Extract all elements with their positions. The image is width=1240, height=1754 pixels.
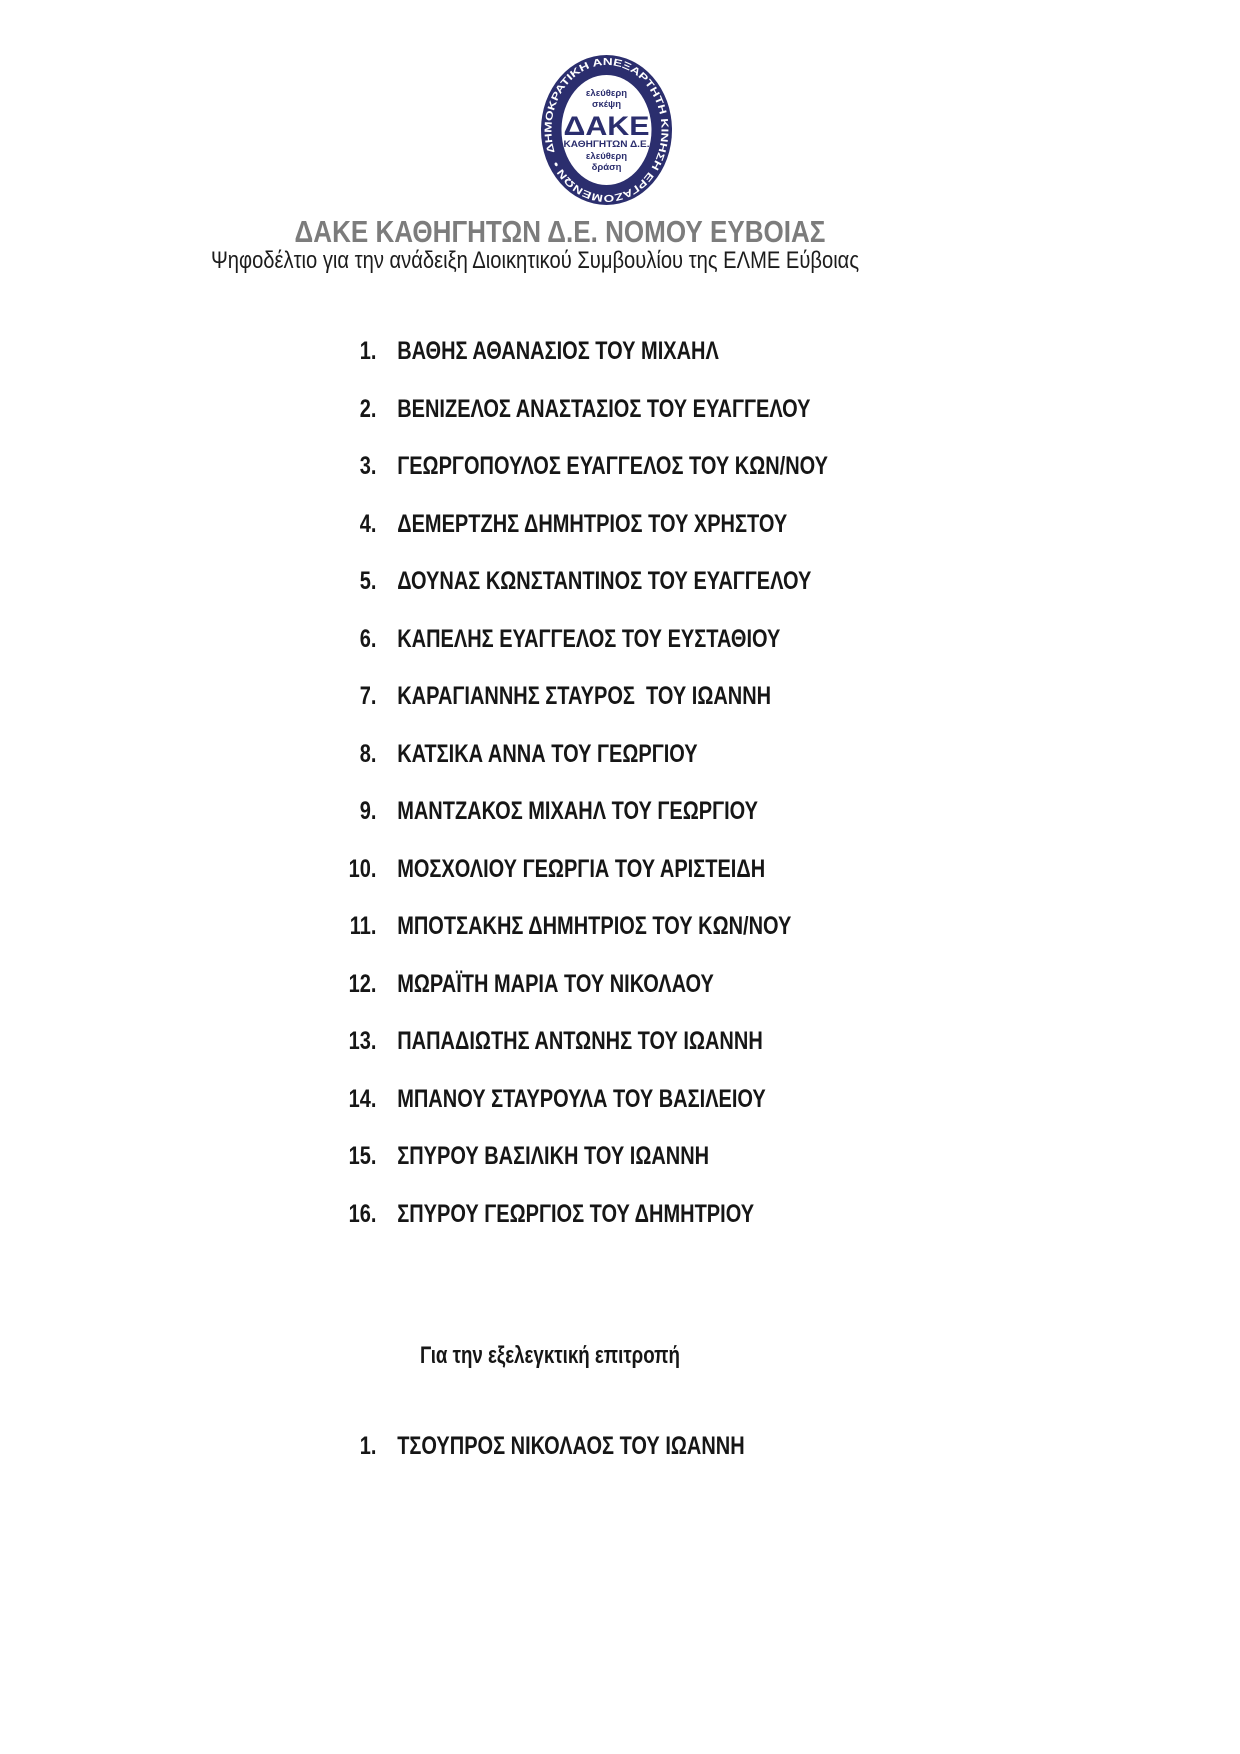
candidate-name: ΜΟΣΧΟΛΙΟΥ ΓΕΩΡΓΙΑ ΤΟΥ ΑΡΙΣΤΕΙΔΗ	[397, 854, 766, 883]
candidate-row	[330, 1071, 842, 1129]
candidate-row	[330, 553, 842, 611]
candidate-row	[330, 898, 842, 956]
candidate-row	[330, 1128, 842, 1186]
candidate-name: ΒΑΘΗΣ ΑΘΑΝΑΣΙΟΣ ΤΟΥ ΜΙΧΑΗΛ	[397, 337, 719, 366]
candidate-name: ΚΑΠΕΛΗΣ ΕΥΑΓΓΕΛΟΣ ΤΟΥ ΕΥΣΤΑΘΙΟΥ	[397, 624, 781, 653]
candidate-row	[330, 783, 842, 841]
candidate-number: 11.	[349, 912, 377, 941]
logo-ring-text: ΔΗΜΟΚΡΑΤΙΚΗ ΑΝΕΞΑΡΤΗΤΗ ΚΙΝΗΣΗ ΕΡΓΑΖΟΜΕΝΩΝ •	[543, 56, 670, 204]
candidate-row	[330, 956, 842, 1014]
candidate-number: 7.	[359, 682, 377, 711]
logo-free-action-line2: δράση	[591, 162, 622, 173]
candidate-name: ΔΕΜΕΡΤΖΗΣ ΔΗΜΗΤΡΙΟΣ ΤΟΥ ΧΡΗΣΤΟΥ	[397, 509, 788, 538]
candidate-row	[330, 438, 842, 496]
candidate-name: ΔΟΥΝΑΣ ΚΩΝΣΤΑΝΤΙΝΟΣ ΤΟΥ ΕΥΑΓΓΕΛΟΥ	[397, 567, 812, 596]
candidate-row	[330, 668, 842, 726]
candidate-name: ΣΠΥΡΟΥ ΓΕΩΡΓΙΟΣ ΤΟΥ ΔΗΜΗΤΡΙΟΥ	[397, 1199, 755, 1228]
candidate-name: ΜΩΡΑΪΤΗ ΜΑΡΙΑ ΤΟΥ ΝΙΚΟΛΑΟΥ	[397, 969, 714, 998]
logo-acronym: ΔΑΚΕ	[563, 111, 650, 141]
logo-free-thought-line1: ελεύθερη	[585, 88, 628, 99]
candidate-row	[330, 381, 842, 439]
candidate-row	[330, 726, 842, 784]
candidate-number: 8.	[359, 739, 377, 768]
candidate-name: ΜΠΑΝΟΥ ΣΤΑΥΡΟΥΛΑ ΤΟΥ ΒΑΣΙΛΕΙΟΥ	[397, 1084, 766, 1113]
committee-section-heading: Για την εξελεγκτική επιτροπή	[420, 1342, 680, 1369]
candidate-row	[330, 496, 842, 554]
candidate-number: 12.	[348, 969, 377, 998]
candidate-name: ΠΑΠΑΔΙΩΤΗΣ ΑΝΤΩΝΗΣ ΤΟΥ ΙΩΑΝΝΗ	[397, 1027, 763, 1056]
candidate-number: 5.	[359, 567, 377, 596]
candidate-number: 2.	[359, 394, 377, 423]
candidate-number: 13.	[348, 1027, 377, 1056]
candidate-name: ΜΠΟΤΣΑΚΗΣ ΔΗΜΗΤΡΙΟΣ ΤΟΥ ΚΩΝ/ΝΟΥ	[397, 912, 792, 941]
candidate-name: ΣΠΥΡΟΥ ΒΑΣΙΛΙΚΗ ΤΟΥ ΙΩΑΝΝΗ	[397, 1142, 710, 1171]
candidate-number: 4.	[359, 509, 377, 538]
logo-free-thought-line2: σκέψη	[591, 99, 622, 110]
candidate-row	[330, 323, 842, 381]
candidate-number: 9.	[359, 797, 377, 826]
candidate-name: ΚΑΤΣΙΚΑ ΑΝΝΑ ΤΟΥ ΓΕΩΡΓΙΟΥ	[397, 739, 698, 768]
board-candidate-list	[330, 323, 970, 1243]
candidate-row	[330, 1186, 842, 1244]
logo-acronym-subtitle: ΚΑΘΗΓΗΤΩΝ Δ.Ε.	[563, 139, 650, 149]
candidate-row	[330, 1013, 842, 1071]
candidate-name: ΜΑΝΤΖΑΚΟΣ ΜΙΧΑΗΛ ΤΟΥ ΓΕΩΡΓΙΟΥ	[397, 797, 759, 826]
committee-candidate-list	[330, 1418, 970, 1476]
document-title: ΔΑΚΕ ΚΑΘΗΓΗΤΩΝ Δ.Ε. ΝΟΜΟΥ ΕΥΒΟΙΑΣ	[294, 214, 826, 249]
candidate-number: 10.	[348, 854, 377, 883]
candidate-row	[330, 611, 842, 669]
logo-free-action-line1: ελεύθερη	[585, 151, 628, 162]
candidate-number: 1.	[359, 337, 377, 366]
candidate-number: 16.	[348, 1199, 377, 1228]
candidate-name: ΚΑΡΑΓΙΑΝΝΗΣ ΣΤΑΥΡΟΣ ΤΟΥ ΙΩΑΝΝΗ	[397, 682, 772, 711]
candidate-number: 1.	[359, 1432, 377, 1461]
candidate-row	[330, 841, 842, 899]
candidate-name: ΓΕΩΡΓΟΠΟΥΛΟΣ ΕΥΑΓΓΕΛΟΣ ΤΟΥ ΚΩΝ/ΝΟΥ	[397, 452, 829, 481]
candidate-number: 6.	[359, 624, 377, 653]
candidate-name: ΒΕΝΙΖΕΛΟΣ ΑΝΑΣΤΑΣΙΟΣ ΤΟΥ ΕΥΑΓΓΕΛΟΥ	[397, 394, 811, 423]
candidate-number: 3.	[359, 452, 377, 481]
candidate-name: ΤΣΟΥΠΡΟΣ ΝΙΚΟΛΑΟΣ ΤΟΥ ΙΩΑΝΝΗ	[397, 1432, 745, 1461]
candidate-number: 14.	[348, 1084, 377, 1113]
candidate-row	[330, 1418, 842, 1476]
document-subtitle: Ψηφοδέλτιο για την ανάδειξη Διοικητικού Συμβουλίου της ΕΛΜΕ Εύβοιας	[210, 247, 860, 274]
candidate-number: 15.	[348, 1142, 377, 1171]
dake-seal-logo	[540, 54, 673, 206]
